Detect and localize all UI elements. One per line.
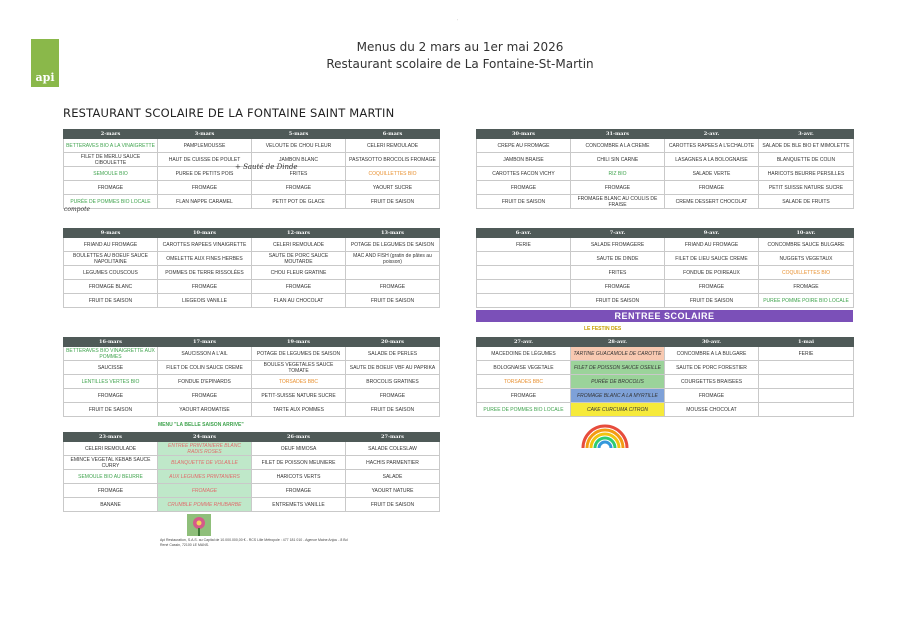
table-row bbox=[477, 361, 854, 375]
week-table-9-mars bbox=[63, 228, 440, 308]
menu-cell: BETTERAVES BIO A LA VINAIGRETTE bbox=[64, 139, 158, 153]
menu-cell: COQUILLETTES BIO bbox=[346, 167, 440, 181]
day-header: 1-mai bbox=[759, 338, 854, 347]
menu-cell: LASAGNES A LA BOLOGNAISE bbox=[665, 153, 759, 167]
menu-cell: CELERI REMOULADE bbox=[64, 442, 158, 456]
menu-cell: FROMAGE bbox=[665, 389, 759, 403]
handwritten-note: compote bbox=[64, 206, 91, 213]
menu-cell: SEMOULE BIO bbox=[64, 167, 158, 181]
menu-cell: POTAGE DE LEGUMES DE SAISON bbox=[346, 238, 440, 252]
day-header: 30-mars bbox=[477, 130, 571, 139]
menu-cell: FILET DE MERLU SAUCE CIBOULETTE bbox=[64, 153, 158, 167]
menu-cell: FROMAGE BLANC bbox=[64, 280, 158, 294]
menu-cell: FRUIT DE SAISON bbox=[64, 294, 158, 308]
footer-legal: Api Restauration, S.A.S. au Capital de 10.000.000,00 € - RCS Lille Métropole : 477 181 010 - Agence Maine Anjou - 8 Bd René Cassin, 72100 LE MANS. bbox=[160, 538, 348, 547]
table-row bbox=[64, 280, 440, 294]
menu-cell: PAMPLEMOUSSE bbox=[158, 139, 252, 153]
menu-cell: FROMAGE bbox=[252, 181, 346, 195]
menu-cell: LIEGEOIS VANILLE bbox=[158, 294, 252, 308]
menu-cell: PETIT SUISSE NATURE SUCRE bbox=[759, 181, 854, 195]
menu-cell: BLANQUETTE DE COLIN bbox=[759, 153, 854, 167]
menu-cell: SAUTE DE DINDE bbox=[571, 252, 665, 266]
menu-cell: FRUIT DE SAISON bbox=[64, 403, 158, 417]
menu-cell: PUREE DE PETITS POIS bbox=[158, 167, 252, 181]
menu-cell: CREME DESSERT CHOCOLAT bbox=[665, 195, 759, 209]
menu-cell: OEUF MIMOSA bbox=[252, 442, 346, 456]
menu-cell: SEMOULE BIO AU BEURRE bbox=[64, 470, 158, 484]
menu-cell: SALADE VERTE bbox=[665, 167, 759, 181]
menu-cell: JAMBON BRAISE bbox=[477, 153, 571, 167]
menu-cell: FRUIT DE SAISON bbox=[346, 294, 440, 308]
menu-cell: CAKE CURCUMA CITRON bbox=[571, 403, 665, 417]
menu-cell: FRITES bbox=[571, 266, 665, 280]
table-row bbox=[477, 389, 854, 403]
menu-cell: FLAN NAPPE CARAMEL bbox=[158, 195, 252, 209]
menu-cell bbox=[477, 280, 571, 294]
day-header: 7-avr. bbox=[571, 229, 665, 238]
week-table-6-avr bbox=[476, 228, 854, 308]
table-row bbox=[64, 403, 440, 417]
week-header-row bbox=[477, 338, 854, 347]
menu-cell: SAUTE DE PORC SAUCE MOUTARDE bbox=[252, 252, 346, 266]
menu-cell: CHOU FLEUR GRATINE bbox=[252, 266, 346, 280]
menu-cell: CAROTTES RAPEES VINAIGRETTE bbox=[158, 238, 252, 252]
week-header-row bbox=[64, 338, 440, 347]
day-header: 24-mars bbox=[158, 433, 252, 442]
table-row bbox=[64, 498, 440, 512]
day-header: 26-mars bbox=[252, 433, 346, 442]
menu-cell bbox=[759, 389, 854, 403]
menu-cell: CAROTTES RAPEES A L'ECHALOTE bbox=[665, 139, 759, 153]
table-row bbox=[477, 403, 854, 417]
menu-cell: FILET DE LIEU SAUCE CREME bbox=[665, 252, 759, 266]
menu-cell: FLAN AU CHOCOLAT bbox=[252, 294, 346, 308]
table-row bbox=[64, 181, 440, 195]
menu-cell: LENTILLES VERTES BIO bbox=[64, 375, 158, 389]
menu-cell: FROMAGE bbox=[571, 181, 665, 195]
menu-cell: SALADE COLESLAW bbox=[346, 442, 440, 456]
menu-cell: PURÉE DE BROCOLIS bbox=[571, 375, 665, 389]
table-row bbox=[477, 195, 854, 209]
table-row bbox=[64, 347, 440, 361]
restaurant-title: Restaurant scolaire de La Fontaine-St-Martin bbox=[326, 57, 594, 71]
menu-cell: FROMAGE bbox=[477, 389, 571, 403]
menu-cell: MACEDOINE DE LÉGUMES bbox=[477, 347, 571, 361]
menu-cell: FROMAGE bbox=[346, 389, 440, 403]
table-row bbox=[477, 238, 854, 252]
menu-cell: COURGETTES BRAISEES bbox=[665, 375, 759, 389]
day-header: 27-mars bbox=[346, 433, 440, 442]
day-header: 31-mars bbox=[571, 130, 665, 139]
menu-cell: FILET DE COLIN SAUCE CREME bbox=[158, 361, 252, 375]
menu-cell: FROMAGE bbox=[252, 484, 346, 498]
day-header: 13-mars bbox=[346, 229, 440, 238]
menu-cell: SALADE FROMAGERE bbox=[571, 238, 665, 252]
menu-cell: POTAGE DE LEGUMES DE SAISON bbox=[252, 347, 346, 361]
menu-cell: FILET DE POISSON MEUNIERE bbox=[252, 456, 346, 470]
menu-cell: FROMAGE bbox=[346, 280, 440, 294]
menu-cell: CONCOMBRE A LA CREME bbox=[571, 139, 665, 153]
menu-cell: RIZ BIO bbox=[571, 167, 665, 181]
menu-cell: CELERI REMOULADE bbox=[252, 238, 346, 252]
menu-cell: FROMAGE bbox=[158, 280, 252, 294]
day-header: 19-mars bbox=[252, 338, 346, 347]
menu-cell: AUX LEGUMES PRINTANIERS bbox=[158, 470, 252, 484]
menu-cell: EMINCE VEGETAL KEBAB SAUCE CURRY bbox=[64, 456, 158, 470]
menu-cell: PUREE DE POMMES BIO LOCALE bbox=[477, 403, 571, 417]
menu-cell: FROMAGE bbox=[759, 280, 854, 294]
menu-cell: LEGUMES COUSCOUS bbox=[64, 266, 158, 280]
menu-cell: FRIAND AU FROMAGE bbox=[665, 238, 759, 252]
menu-cell: FONDUE D'EPINARDS bbox=[158, 375, 252, 389]
flower-icon bbox=[187, 514, 211, 536]
table-row bbox=[64, 484, 440, 498]
menu-cell: FRUIT DE SAISON bbox=[346, 403, 440, 417]
menu-cell bbox=[759, 361, 854, 375]
menu-cell: YAOURT SUCRE bbox=[346, 181, 440, 195]
table-row bbox=[477, 375, 854, 389]
menu-cell: HAUT DE CUISSE DE POULET bbox=[158, 153, 252, 167]
table-row bbox=[477, 167, 854, 181]
menu-cell: FRITES bbox=[252, 167, 346, 181]
week-header-row bbox=[477, 229, 854, 238]
menu-cell: HARICOTS BEURRE PERSILLES bbox=[759, 167, 854, 181]
menu-cell: PURÉE DE POMMES BIO LOCALE bbox=[64, 195, 158, 209]
menu-cell: MOUSSE CHOCOLAT bbox=[665, 403, 759, 417]
table-row bbox=[64, 470, 440, 484]
menu-period-title: Menus du 2 mars au 1er mai 2026 bbox=[356, 40, 564, 54]
menu-cell: FROMAGE BLANC A LA MYRTILLE bbox=[571, 389, 665, 403]
table-row bbox=[64, 389, 440, 403]
week-header-row bbox=[477, 130, 854, 139]
table-row bbox=[477, 139, 854, 153]
menu-cell: PETIT POT DE GLACE bbox=[252, 195, 346, 209]
menu-cell: FROMAGE bbox=[158, 484, 252, 498]
day-header: 6-avr. bbox=[477, 229, 571, 238]
week-header-row bbox=[64, 130, 440, 139]
menu-cell: PETIT-SUISSE NATURE SUCRE bbox=[252, 389, 346, 403]
menu-cell: BANANE bbox=[64, 498, 158, 512]
menu-cell bbox=[759, 403, 854, 417]
menu-cell bbox=[477, 266, 571, 280]
day-header: 2-avr. bbox=[665, 130, 759, 139]
menu-cell: OMELETTE AUX FINES HERBES bbox=[158, 252, 252, 266]
menu-cell bbox=[477, 252, 571, 266]
menu-cell: YAOURT AROMATISE bbox=[158, 403, 252, 417]
menu-cell: FILET DE POISSON SAUCE OSEILLE bbox=[571, 361, 665, 375]
menu-cell: SALADE DE BLE BIO ET MIMOLETTE bbox=[759, 139, 854, 153]
menu-cell: CELERI REMOULADE bbox=[346, 139, 440, 153]
menu-cell: FRIAND AU FROMAGE bbox=[64, 238, 158, 252]
table-row bbox=[477, 280, 854, 294]
day-header: 9-avr. bbox=[665, 229, 759, 238]
table-row bbox=[64, 238, 440, 252]
menu-cell: TARTINE GUACAMOLE DE CAROTTE bbox=[571, 347, 665, 361]
menu-cell: SALADE DE FRUITS bbox=[759, 195, 854, 209]
menu-cell: FROMAGE bbox=[64, 181, 158, 195]
menu-cell: BLANQUETTE DE VOLAILLE bbox=[158, 456, 252, 470]
table-row bbox=[477, 252, 854, 266]
rainbow-icon bbox=[580, 420, 630, 450]
menu-cell: SAUTE DE BOEUF VBF AU PAPRIKA bbox=[346, 361, 440, 375]
menu-cell: FRUIT DE SAISON bbox=[571, 294, 665, 308]
day-header: 12-mars bbox=[252, 229, 346, 238]
menu-cell: FROMAGE bbox=[64, 389, 158, 403]
table-row bbox=[64, 442, 440, 456]
day-header: 2-mars bbox=[64, 130, 158, 139]
menu-cell: BOLOGNAISE VEGETALE bbox=[477, 361, 571, 375]
day-header: 20-mars bbox=[346, 338, 440, 347]
week-table-23-mars bbox=[63, 432, 440, 512]
week-table-30-mars bbox=[476, 129, 854, 209]
table-row bbox=[477, 266, 854, 280]
menu-cell: NUGGETS VEGETAUX bbox=[759, 252, 854, 266]
week-table-16-mars bbox=[63, 337, 440, 417]
menu-cell: FERIE bbox=[759, 347, 854, 361]
day-header: 17-mars bbox=[158, 338, 252, 347]
handwritten-note: + Sauté de Dinde bbox=[235, 163, 298, 171]
week-table-27-avr bbox=[476, 337, 854, 417]
menu-cell: COQUILLETTES BIO bbox=[759, 266, 854, 280]
menu-cell: CRUMBLE POMME RHUBARBE bbox=[158, 498, 252, 512]
menu-cell: ENTREMETS VANILLE bbox=[252, 498, 346, 512]
menu-cell: FROMAGE bbox=[665, 280, 759, 294]
table-row bbox=[64, 266, 440, 280]
menu-cell: FRUIT DE SAISON bbox=[477, 195, 571, 209]
menu-cell: TORSADES BBC bbox=[477, 375, 571, 389]
festin-label: LE FESTIN DES bbox=[584, 326, 622, 332]
menu-cell bbox=[346, 266, 440, 280]
menu-cell: SAUCISSON A L'AIL bbox=[158, 347, 252, 361]
day-header: 28-avr. bbox=[571, 338, 665, 347]
menu-cell bbox=[759, 375, 854, 389]
day-header: 23-mars bbox=[64, 433, 158, 442]
menu-cell: MAC AND FISH (gratin de pâtes au poisson) bbox=[346, 252, 440, 266]
menu-cell: PUREE POMME POIRE BIO LOCALE bbox=[759, 294, 854, 308]
menu-cell: FROMAGE bbox=[158, 389, 252, 403]
table-row bbox=[64, 195, 440, 209]
menu-cell: FRUIT DE SAISON bbox=[346, 195, 440, 209]
restaurant-heading: RESTAURANT SCOLAIRE DE LA FONTAINE SAINT MARTIN bbox=[63, 106, 395, 120]
day-header: 10-avr. bbox=[759, 229, 854, 238]
menu-cell: HACHIS PARMENTIER bbox=[346, 456, 440, 470]
table-row bbox=[64, 252, 440, 266]
menu-cell: HARICOTS VERTS bbox=[252, 470, 346, 484]
table-row bbox=[64, 294, 440, 308]
menu-cell: CAROTTES FACON VICHY bbox=[477, 167, 571, 181]
menu-theme-label: MENU "LA BELLE SAISON ARRIVE" bbox=[158, 422, 244, 428]
day-header: 5-mars bbox=[252, 130, 346, 139]
menu-cell: JAMBON BLANC bbox=[252, 153, 346, 167]
menu-cell: SAUCISSE bbox=[64, 361, 158, 375]
menu-cell: FERIE bbox=[477, 238, 571, 252]
menu-cell: FROMAGE bbox=[64, 484, 158, 498]
table-row bbox=[477, 294, 854, 308]
menu-cell: PASTASOTTO BROCOLIS FROMAGE bbox=[346, 153, 440, 167]
day-header: 30-avr. bbox=[665, 338, 759, 347]
menu-cell: POMMES DE TERRE RISSOLÉES bbox=[158, 266, 252, 280]
menu-cell: FRUIT DE SAISON bbox=[665, 294, 759, 308]
api-logo: api bbox=[31, 39, 59, 87]
table-row bbox=[64, 375, 440, 389]
table-row bbox=[64, 139, 440, 153]
menu-cell: CREPE AU FROMAGE bbox=[477, 139, 571, 153]
day-header: 27-avr. bbox=[477, 338, 571, 347]
day-header: 3-avr. bbox=[759, 130, 854, 139]
day-header: 9-mars bbox=[64, 229, 158, 238]
menu-cell: TORSADES BBC bbox=[252, 375, 346, 389]
week-header-row bbox=[64, 229, 440, 238]
day-header: 10-mars bbox=[158, 229, 252, 238]
table-row bbox=[64, 456, 440, 470]
menu-cell bbox=[477, 294, 571, 308]
table-row bbox=[477, 347, 854, 361]
menu-cell: FROMAGE bbox=[252, 280, 346, 294]
table-row bbox=[477, 153, 854, 167]
menu-cell: SALADE DE PERLES bbox=[346, 347, 440, 361]
day-header: 3-mars bbox=[158, 130, 252, 139]
menu-cell: TARTE AUX POMMES bbox=[252, 403, 346, 417]
menu-cell: CONCOMBRE A LA BULGARE bbox=[665, 347, 759, 361]
menu-cell: FROMAGE bbox=[665, 181, 759, 195]
menu-cell: YAOURT NATURE bbox=[346, 484, 440, 498]
menu-cell: CHILI SIN CARNE bbox=[571, 153, 665, 167]
menu-cell: SALADE bbox=[346, 470, 440, 484]
menu-cell: SAUTE DE PORC FORESTIER bbox=[665, 361, 759, 375]
menu-cell: BOULES VEGETALES SAUCE TOMATE bbox=[252, 361, 346, 375]
menu-cell: FROMAGE bbox=[158, 181, 252, 195]
menu-cell: FONDUE DE POIREAUX bbox=[665, 266, 759, 280]
scan-smudge: ˙ bbox=[457, 20, 459, 26]
menu-cell: FROMAGE BLANC AU COULIS DE FRAISE bbox=[571, 195, 665, 209]
week-header-row bbox=[64, 433, 440, 442]
menu-cell: BETTERAVES BIO VINAIGRETTE AUX POMMES bbox=[64, 347, 158, 361]
day-header: 6-mars bbox=[346, 130, 440, 139]
rentree-scolaire-banner: RENTREE SCOLAIRE bbox=[476, 310, 853, 322]
menu-cell: ENTREE PRINTANIERE BLANC RADIS ROSES bbox=[158, 442, 252, 456]
menu-cell: FROMAGE bbox=[571, 280, 665, 294]
table-row bbox=[477, 181, 854, 195]
menu-cell: FROMAGE bbox=[477, 181, 571, 195]
menu-cell: VELOUTE DE CHOU FLEUR bbox=[252, 139, 346, 153]
menu-cell: BOULETTES AU BOEUF SAUCE NAPOLITAINE bbox=[64, 252, 158, 266]
menu-cell: CONCOMBRE SAUCE BULGARE bbox=[759, 238, 854, 252]
table-row bbox=[64, 361, 440, 375]
menu-cell: FRUIT DE SAISON bbox=[346, 498, 440, 512]
day-header: 16-mars bbox=[64, 338, 158, 347]
menu-cell: BROCOLIS GRATINES bbox=[346, 375, 440, 389]
